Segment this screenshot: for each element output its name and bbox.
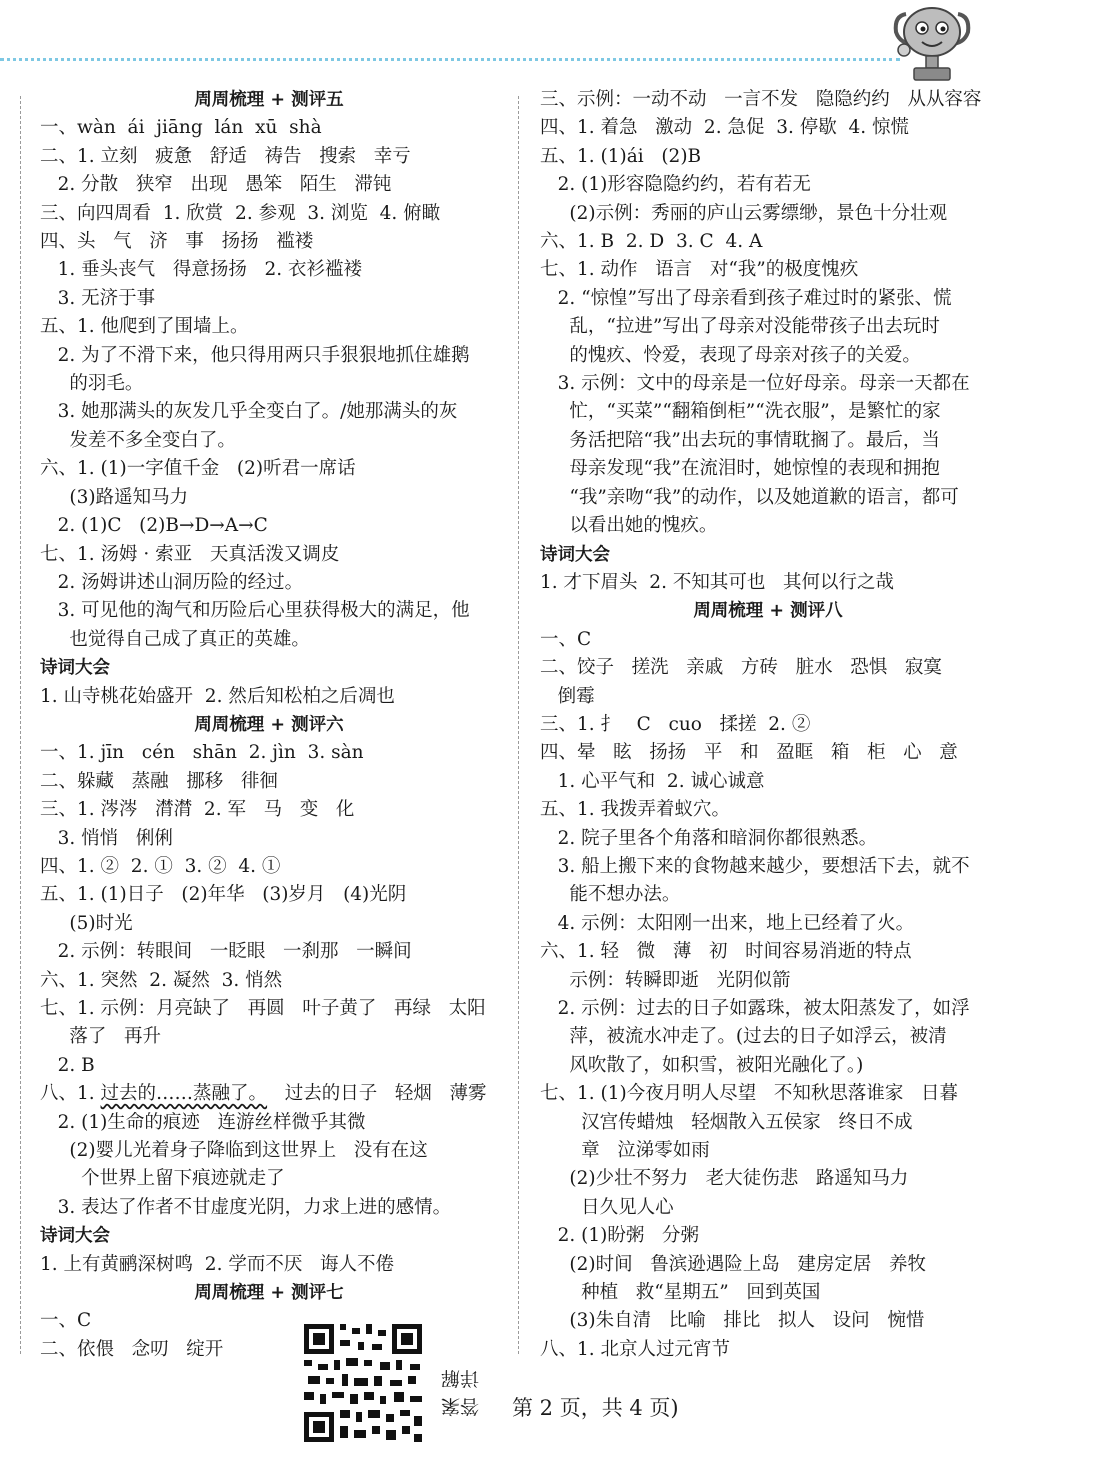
qr-code-icon bbox=[300, 1320, 426, 1446]
answer-prefix: 八、1. bbox=[40, 1083, 101, 1105]
answer-line: (3)路遥知马力 bbox=[40, 486, 189, 508]
answer-line: 2. 为了不滑下来，他只得用两只手狠狠地抓住雄鹅 bbox=[40, 344, 470, 366]
answer-line: 种植 救“星期五” 回到英国 bbox=[540, 1282, 821, 1304]
section-heading: 周周梳理 + 测评八 bbox=[693, 601, 843, 622]
answer-line: 2. “惊惶”写出了母亲看到孩子难过时的紧张、慌 bbox=[540, 287, 952, 309]
wavy-underlined-text: 过去的……蒸融了。 bbox=[100, 1083, 268, 1105]
answer-line: 2. 汤姆讲述山洞历险的经过。 bbox=[40, 571, 304, 593]
answer-line: 章 泣涕零如雨 bbox=[540, 1140, 710, 1162]
answer-line: 务活把陪“我”出去玩的事情耽搁了。最后，当 bbox=[540, 429, 940, 451]
answer-line: 五、1. 我拨弄着蚁穴。 bbox=[540, 799, 731, 821]
answer-line: 示例：转瞬即逝 光阴似箭 bbox=[540, 969, 791, 991]
poetry-heading: 诗词大会 bbox=[540, 544, 610, 565]
answer-line: 二、躲藏 蒸融 挪移 徘徊 bbox=[40, 770, 278, 792]
answer-line: 倒霉 bbox=[540, 685, 595, 707]
answer-line: 2. (1)盼粥 分粥 bbox=[540, 1225, 700, 1247]
answer-line: 日久见人心 bbox=[540, 1196, 674, 1218]
answer-column-right bbox=[540, 86, 996, 1364]
answer-line: 的羽毛。 bbox=[40, 373, 144, 395]
answer-line bbox=[40, 1080, 498, 1108]
answer-line: 四、晕 眩 扬扬 平 和 盈眶 箱 柜 心 意 bbox=[540, 742, 958, 764]
answer-line: 一、C bbox=[40, 1310, 92, 1332]
answer-line: 三、1. 扌 C cuo 揉搓 2. ② bbox=[540, 713, 811, 735]
answer-line: 五、1. 他爬到了围墙上。 bbox=[40, 316, 249, 338]
answer-line: 二、饺子 搓洗 亲戚 方砖 脏水 恐惧 寂寞 bbox=[540, 657, 942, 679]
answer-line: 1. 心平气和 2. 诚心诚意 bbox=[540, 770, 765, 792]
answer-line: 2. 示例：转眼间 一眨眼 一刹那 一瞬间 bbox=[40, 941, 412, 963]
poetry-heading: 诗词大会 bbox=[40, 1226, 110, 1247]
answer-line: (2)婴儿光着身子降临到这世界上 没有在这 bbox=[40, 1140, 428, 1162]
answer-line: 六、1. 轻 微 薄 初 时间容易消逝的特点 bbox=[540, 941, 912, 963]
answer-line: 三、1. 涔涔 潸潸 2. 军 马 变 化 bbox=[40, 799, 355, 821]
answer-line: 个世界上留下痕迹就走了 bbox=[40, 1168, 285, 1190]
top-dotted-line bbox=[0, 58, 900, 61]
answer-line: 四、头 气 济 事 扬扬 褴褛 bbox=[40, 231, 314, 253]
answer-line: 六、1. B 2. D 3. C 4. A bbox=[540, 231, 763, 253]
answer-line: 2. (1)形容隐隐约约，若有若无 bbox=[540, 174, 811, 196]
answer-line: 八、1. 北京人过元宵节 bbox=[540, 1338, 731, 1360]
answer-line: 七、1. 汤姆 · 索亚 天真活泼又调皮 bbox=[40, 543, 340, 565]
answer-line: 也觉得自己成了真正的英雄。 bbox=[40, 628, 310, 650]
answer-line: 3. 无济于事 bbox=[40, 287, 156, 309]
answer-line: “我”亲吻“我”的动作，以及她道歉的语言，都可 bbox=[540, 486, 959, 508]
answer-line: 三、向四周看 1. 欣赏 2. 参观 3. 浏览 4. 俯瞰 bbox=[40, 202, 441, 224]
answer-line: 一、C bbox=[540, 628, 592, 650]
answer-line: 3. 船上搬下来的食物越来越少，要想活下去，就不 bbox=[540, 855, 970, 877]
answer-line: (3)朱自清 比喻 排比 拟人 设问 惋惜 bbox=[540, 1310, 925, 1332]
answer-line: 2. 分散 狭窄 出现 愚笨 陌生 滞钝 bbox=[40, 174, 392, 196]
answer-line: 能不想办法。 bbox=[540, 884, 681, 906]
answer-column-left bbox=[40, 86, 498, 1364]
answer-line: 五、1. (1)日子 (2)年华 (3)岁月 (4)光阴 bbox=[40, 884, 407, 906]
column-divider-dashed-line bbox=[518, 96, 519, 1354]
trophy-mascot-icon bbox=[886, 4, 978, 84]
answer-line: 2. 院子里各个角落和暗洞你都很熟悉。 bbox=[540, 827, 878, 849]
answer-line: 落了 再升 bbox=[40, 1026, 162, 1048]
qr-caption-line: 详解 bbox=[441, 1367, 480, 1389]
answer-line: 以看出她的愧疚。 bbox=[540, 515, 718, 537]
answer-line: (2)示例：秀丽的庐山云雾缥缈，景色十分壮观 bbox=[540, 202, 948, 224]
answer-line: 3. 表达了作者不甘虚度光阴，力求上进的感情。 bbox=[40, 1196, 452, 1218]
answer-line: 七、1. 动作 语言 对“我”的极度愧疚 bbox=[540, 259, 859, 281]
answer-line: 二、依偎 念叨 绽开 bbox=[40, 1338, 224, 1360]
answer-line: 发差不多全变白了。 bbox=[40, 429, 236, 451]
answer-line: 1. 才下眉头 2. 不知其可也 其何以行之哉 bbox=[540, 571, 894, 593]
answer-line: 2. 示例：过去的日子如露珠，被太阳蒸发了，如浮 bbox=[540, 998, 970, 1019]
answer-line: 1. 上有黄鹂深树鸣 2. 学而不厌 诲人不倦 bbox=[40, 1253, 394, 1275]
page-number: 第 2 页，共 4 页) bbox=[512, 1396, 679, 1420]
qr-caption bbox=[428, 1360, 492, 1420]
answer-line: 一、wàn ái jiāng lán xū shà bbox=[40, 117, 322, 139]
answer-line: 忙，“买菜”“翻箱倒柜”“洗衣服”，是繁忙的家 bbox=[540, 401, 941, 423]
answer-line: 的愧疚、怜爱，表现了母亲对孩子的关爱。 bbox=[540, 344, 921, 366]
answer-line: 四、1. 着急 激动 2. 急促 3. 停歇 4. 惊慌 bbox=[540, 117, 910, 139]
answer-line: 五、1. (1)ái (2)B bbox=[540, 145, 702, 167]
answer-line: 萍，被流水冲走了。(过去的日子如浮云，被清 bbox=[540, 1026, 947, 1048]
answer-line: 3. 她那满头的灰发几乎全变白了。/她那满头的灰 bbox=[40, 401, 458, 423]
answer-line: (2)少壮不努力 老大徒伤悲 路遥知马力 bbox=[540, 1168, 909, 1190]
answer-line: 3. 可见他的淘气和历险后心里获得极大的满足，他 bbox=[40, 600, 470, 622]
section-heading: 周周梳理 + 测评七 bbox=[194, 1283, 344, 1304]
answer-line: 二、1. 立刻 疲惫 舒适 祷告 搜索 幸亏 bbox=[40, 145, 411, 167]
answer-line: 母亲发现“我”在流泪时，她惊惶的表现和拥抱 bbox=[540, 458, 940, 480]
answer-line: 3. 示例：文中的母亲是一位好母亲。母亲一天都在 bbox=[540, 373, 970, 395]
answer-line: (5)时光 bbox=[40, 912, 133, 934]
answer-line: 3. 悄悄 俐俐 bbox=[40, 827, 173, 849]
answer-line: 4. 示例：太阳刚一出来，地上已经着了火。 bbox=[540, 912, 915, 934]
answer-line: 七、1. 示例：月亮缺了 再圆 叶子黄了 再绿 太阳 bbox=[40, 998, 486, 1019]
answer-line: 1. 山寺桃花始盛开 2. 然后知松柏之后凋也 bbox=[40, 685, 395, 707]
answer-line: 三、示例：一动不动 一言不发 隐隐约约 从从容容 bbox=[540, 89, 982, 110]
answer-line: 六、1. 突然 2. 凝然 3. 悄然 bbox=[40, 969, 283, 991]
answer-line: 六、1. (1)一字值千金 (2)听君一席话 bbox=[40, 458, 356, 480]
answer-line: 2. (1)生命的痕迹 连游丝样微乎其微 bbox=[40, 1111, 366, 1133]
answer-line: 四、1. ② 2. ① 3. ② 4. ① bbox=[40, 855, 281, 877]
section-heading: 周周梳理 + 测评六 bbox=[194, 714, 344, 735]
answer-line: 七、1. (1)今夜月明人尽望 不知秋思落谁家 日暮 bbox=[540, 1083, 959, 1105]
answer-line: 一、1. jīn cén shān 2. jìn 3. sàn bbox=[40, 742, 364, 764]
section-heading: 周周梳理 + 测评五 bbox=[194, 90, 344, 110]
answer-line: 1. 垂头丧气 得意扬扬 2. 衣衫褴褛 bbox=[40, 259, 362, 281]
answer-line: 2. (1)C (2)B→D→A→C bbox=[40, 515, 268, 537]
answer-line: 汉宫传蜡烛 轻烟散入五侯家 终日不成 bbox=[540, 1111, 913, 1133]
answer-line: 2. B bbox=[40, 1054, 95, 1076]
left-margin-dashed-line bbox=[20, 96, 21, 1354]
answer-text: 过去的日子 轻烟 薄雾 bbox=[267, 1083, 487, 1105]
poetry-heading: 诗词大会 bbox=[40, 658, 110, 679]
answer-line: (2)时间 鲁滨逊遇险上岛 建房定居 养牧 bbox=[540, 1253, 927, 1275]
answer-line: 风吹散了，如积雪，被阳光融化了。) bbox=[540, 1054, 864, 1076]
qr-caption-line: 答案 bbox=[441, 1395, 480, 1417]
answer-line: 乱，“拉进”写出了母亲对没能带孩子出去玩时 bbox=[540, 316, 940, 338]
